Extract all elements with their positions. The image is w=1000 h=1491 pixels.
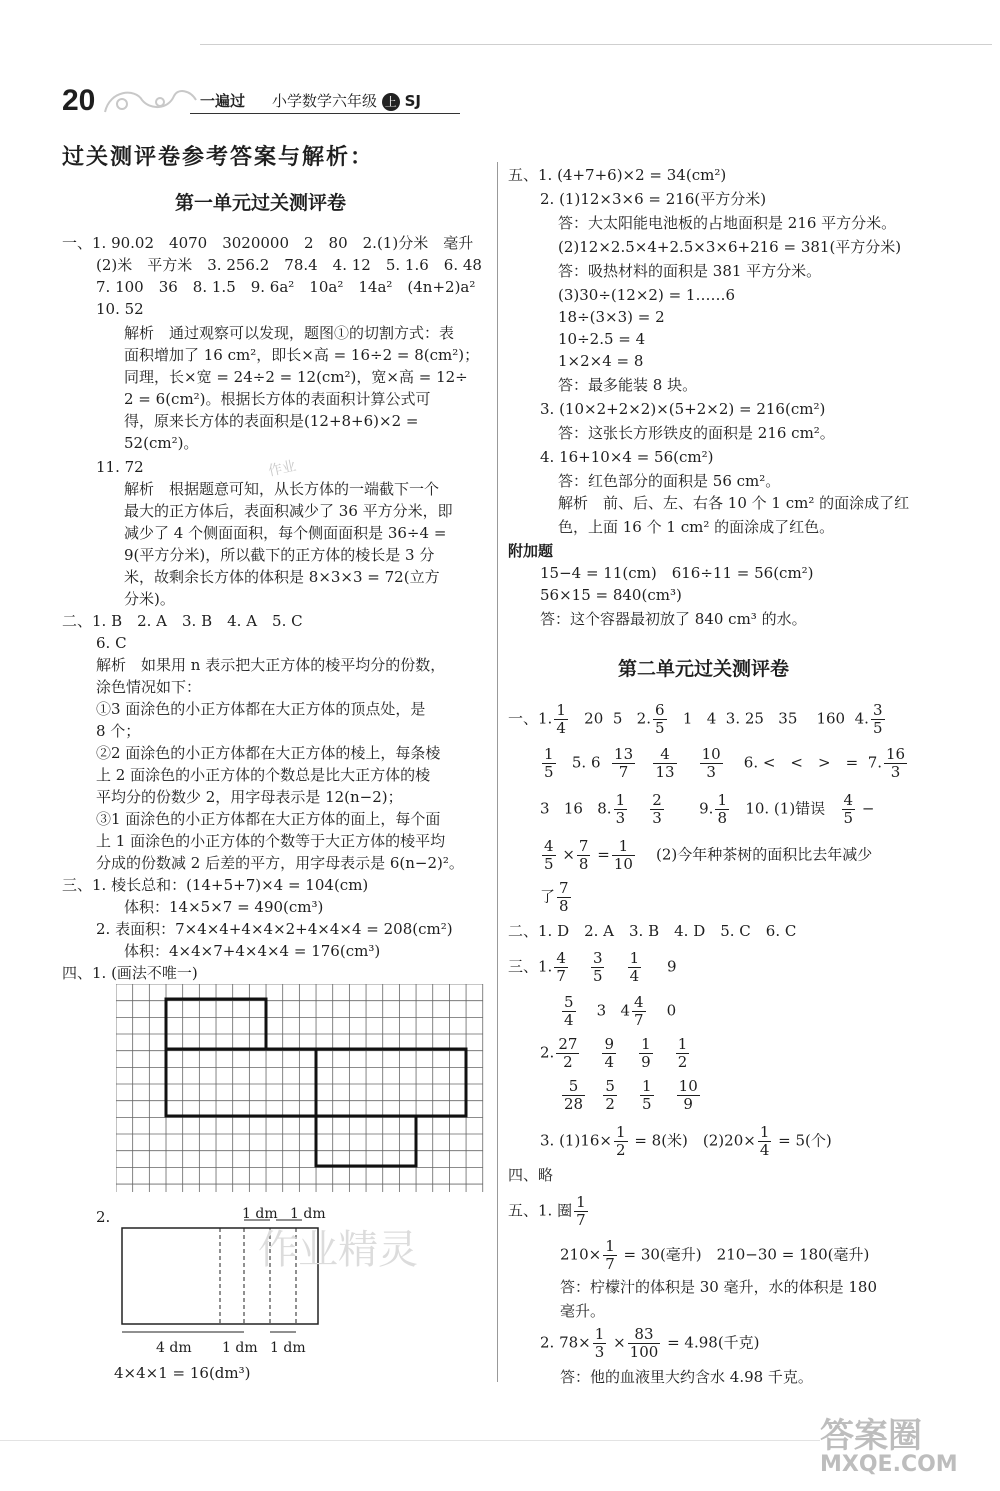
answer-line: 答：大太阳能电池板的占地面积是 216 平方分米。 [558, 214, 897, 232]
brand-name: 一遍过 [200, 92, 246, 110]
volume-badge: 上 [382, 93, 400, 111]
answer-line: 答：柠檬汁的体积是 30 毫升，水的体积是 180 [560, 1278, 878, 1296]
fraction: $\frac{1}{4}$ [629, 949, 640, 985]
dim-label: 1 dm [270, 1340, 306, 1356]
fraction-row: 了 $\frac{7}{8}$ [540, 879, 569, 915]
fraction: $\frac{2}{3}$ [652, 791, 662, 827]
fraction: $\frac{1}{4}$ [556, 701, 566, 737]
answer-line: 平均分的份数少 2，用字母表示是 12(n−2)； [96, 788, 403, 806]
answer-line: 得，原来长方体的表面积是(12+8+6)×2 = [124, 412, 419, 430]
fraction: $\frac{3}{5}$ [592, 949, 603, 985]
fraction: $\frac{9}{4}$ [604, 1035, 615, 1071]
fraction: $\frac{5}{2}$ [605, 1077, 615, 1113]
page-number: 20 [62, 84, 96, 117]
answer-line: 上 2 面涂色的小正方体的个数总是比大正方体的棱 [96, 766, 431, 784]
answer-line: 4. 16+10×4 = 56(cm²) [540, 448, 714, 466]
fraction: $\frac{10}{3}$ [701, 745, 721, 781]
fraction-row: $\frac{1}{5}$ 5. 6 $\frac{13}{7}$ $\frac{4}{13}$ $\frac{10}{3}$ 6. < < > = 7. $\frac{16}{3}$ [544, 745, 906, 781]
watermark-url: MXQE.COM [820, 1452, 958, 1477]
fraction: $\frac{5}{28}$ [564, 1077, 584, 1113]
answer-line: 56×15 = 840(cm³) [540, 586, 682, 604]
fraction: $\frac{1}{5}$ [544, 745, 554, 781]
fraction-row: 2. $\frac{27}{2}$ $\frac{9}{4}$ $\frac{1}{9}$ $\frac{1}{2}$ [540, 1035, 688, 1071]
main-title: 过关测评卷参考答案与解析： [62, 145, 375, 170]
answer-line: 解析 前、后、左、右各 10 个 1 cm² 的面涂成了红 [558, 494, 910, 512]
fraction: $\frac{13}{7}$ [614, 745, 634, 781]
answer-line: 11. 72 [96, 458, 144, 476]
header-rule [190, 113, 460, 114]
dim-label: 1 dm [222, 1340, 258, 1356]
answer-line: 10. 52 [96, 300, 144, 318]
decorative-swirl-icon [100, 84, 200, 120]
answer-line: 上 1 面涂色的小正方体的个数等于大正方体的棱平均 [96, 832, 446, 850]
fraction-row: 五、1. 圈 $\frac{1}{7}$ [508, 1193, 586, 1229]
edition-label: SJ [404, 92, 421, 110]
answer-line: 四、1. (画法不唯一) [62, 964, 198, 982]
answer-line: 分米)。 [124, 590, 175, 608]
answer-line: 答：这个容器最初放了 840 cm³ 的水。 [540, 610, 807, 628]
answer-line: 2. (1)12×3×6 = 216(平方分米) [540, 190, 767, 208]
fraction-row: 3. (1)16× $\frac{1}{2}$ = 8(米) (2)20× $\frac{1}{4}$ = 5(个) [540, 1123, 832, 1159]
fraction: $\frac{4}{5}$ [544, 837, 554, 873]
answer-line: 解析 如果用 n 表示把大正方体的棱平均分的份数， [96, 656, 446, 674]
answer-line: 2 = 6(cm²)。根据长方体的表面积计算公式可 [124, 390, 431, 408]
answer-line: 解析 通过观察可以发现，题图①的切割方式：表 [124, 324, 455, 342]
answer-line: 8 个； [96, 722, 141, 740]
fraction: $\frac{4}{7}$ [634, 993, 644, 1029]
answer-line: 毫升。 [560, 1302, 606, 1320]
answer-line: 体积：14×5×7 = 490(cm³) [124, 898, 324, 916]
answer-line: 答：红色部分的面积是 56 cm²。 [558, 472, 781, 490]
fraction-row: $\frac{5}{4}$ 3 4 $\frac{4}{7}$ 0 [564, 993, 677, 1029]
fraction: $\frac{1}{4}$ [759, 1123, 770, 1159]
answer-line: 15−4 = 11(cm) 616÷11 = 56(cm²) [540, 564, 814, 582]
fraction: $\frac{6}{5}$ [654, 701, 665, 737]
fraction: $\frac{1}{2}$ [615, 1123, 626, 1159]
answer-line: 五、1. (4+7+6)×2 = 34(cm²) [508, 166, 727, 184]
answer-line: 10÷2.5 = 4 [558, 330, 646, 348]
answer-line: (2)12×2.5×4+2.5×3×6+216 = 381(平方分米) [558, 238, 902, 256]
fraction: $\frac{1}{7}$ [576, 1193, 586, 1229]
fraction: $\frac{1}{9}$ [641, 1035, 651, 1071]
fraction: $\frac{7}{8}$ [559, 879, 569, 915]
answer-line: 最大的正方体后，表面积减少了 36 平方分米，即 [124, 502, 453, 520]
book-title [272, 90, 421, 111]
answer-line: 答：这张长方形铁皮的面积是 216 cm²。 [558, 424, 835, 442]
volume-formula: 4×4×1 = 16(dm³) [114, 1364, 251, 1382]
answer-line: 涂色情况如下： [96, 678, 202, 696]
unit1-title: 第一单元过关测评卷 [175, 192, 347, 214]
answer-line: 答：最多能装 8 块。 [558, 376, 698, 394]
fraction: $\frac{1}{3}$ [594, 1325, 605, 1361]
fraction: $\frac{16}{3}$ [886, 745, 906, 781]
answer-line: 6. C [96, 634, 127, 652]
answer-line: 18÷(3×3) = 2 [558, 308, 665, 326]
dim-label: 1 dm [290, 1206, 326, 1222]
fraction: $\frac{4}{13}$ [655, 745, 675, 781]
fraction-row: 2. 78× $\frac{1}{3}$ × $\frac{83}{100}$ = 4.98(千克) [540, 1325, 760, 1361]
watermark-corner: 答案圈 [820, 1416, 922, 1456]
dim-label: 4 dm [156, 1340, 192, 1356]
unit2-title: 第二单元过关测评卷 [618, 658, 790, 680]
answer-line: 三、1. 棱长总和：(14+5+7)×4 = 104(cm) [62, 876, 369, 894]
answer-line: 面积增加了 16 cm²，即长×高 = 16÷2 = 8(cm²)； [124, 346, 480, 364]
fraction-row [560, 1078, 702, 1113]
fraction: $\frac{1}{3}$ [615, 791, 626, 827]
watermark-stamp: 作业 [266, 458, 298, 480]
answer-line: 7. 100 36 8. 1.5 9. 6a² 10a² 14a² (4n+2)a² [96, 278, 476, 296]
answer-line: 米，故剩余长方体的体积是 8×3×3 = 72(立方 [124, 568, 440, 586]
fraction: $\frac{3}{5}$ [872, 701, 883, 737]
answer-line: 52(cm²)。 [124, 434, 199, 452]
book-title-text: 小学数学六年级 [272, 92, 378, 110]
fraction: $\frac{83}{100}$ [629, 1325, 659, 1361]
fraction-row: 三、1. $\frac{4}{7}$ $\frac{3}{5}$ $\frac{1}{4}$ 9 [508, 949, 677, 985]
answer-line: 答：他的血液里大约含水 4.98 千克。 [560, 1368, 813, 1386]
answer-line: ③1 面涂色的小正方体都在大正方体的面上，每个面 [96, 810, 441, 828]
answer-line: ②2 面涂色的小正方体都在大正方体的棱上，每条棱 [96, 744, 441, 762]
answer-line: 二、1. B 2. A 3. B 4. A 5. C [62, 612, 303, 630]
answer-line: 2. 表面积：7×4×4+4×4×2+4×4×4 = 208(cm²) [96, 920, 453, 938]
answer-line: 减少了 4 个侧面面积，每个侧面面积是 36÷4 = [124, 524, 447, 542]
dim-label: 1 dm [242, 1206, 278, 1222]
fraction-row: $\frac{4}{5}$ × $\frac{7}{8}$ = $\frac{1}{10}$ (2)今年种茶树的面积比去年减少 [544, 837, 873, 873]
fraction: $\frac{4}{5}$ [843, 791, 854, 827]
fraction: $\frac{10}{9}$ [678, 1077, 698, 1113]
answer-line: 解析 根据题意可知，从长方体的一端截下一个 [124, 480, 440, 498]
fraction: $\frac{27}{2}$ [558, 1035, 578, 1071]
answer-line: 答：吸热材料的面积是 381 平方分米。 [558, 262, 822, 280]
answer-line: 3. (10×2+2×2)×(5+2×2) = 216(cm²) [540, 400, 826, 418]
fraction: $\frac{1}{5}$ [642, 1077, 652, 1113]
answer-line: 四、略 [508, 1166, 554, 1184]
fraction-row: 3 16 8. $\frac{1}{3}$ $\frac{2}{3}$ 9. $\frac{1}{8}$ 10. (1)错误 $\frac{4}{5}$ − [540, 791, 875, 827]
fraction: $\frac{1}{10}$ [613, 837, 633, 873]
answer-line: 体积：4×4×7+4×4×4 = 176(cm³) [124, 942, 381, 960]
answer-line: ①3 面涂色的小正方体都在大正方体的顶点处，是 [96, 700, 426, 718]
fraction: $\frac{1}{8}$ [717, 791, 727, 827]
fraction: $\frac{4}{7}$ [556, 949, 566, 985]
answer-line: 一、1. 90.02 4070 3020000 2 80 2.(1)分米 毫升 [62, 234, 474, 252]
answer-line: 分成的份数减 2 后差的平方，用字母表示是 6(n−2)²。 [96, 854, 464, 872]
fraction: $\frac{1}{2}$ [677, 1035, 688, 1071]
fraction-row: 210× $\frac{1}{7}$ = 30(毫升) 210−30 = 180(毫升) [560, 1237, 870, 1273]
fraction: $\frac{5}{4}$ [564, 993, 574, 1029]
column-divider [497, 162, 498, 1382]
answer-line: (3)30÷(12×2) = 1……6 [558, 286, 735, 304]
watermark-center: 作业精灵 [258, 1227, 418, 1273]
answer-line: 色，上面 16 个 1 cm² 的面涂成了红色。 [558, 518, 835, 536]
q4-2-label: 2. [96, 1208, 111, 1226]
fraction: $\frac{1}{7}$ [605, 1237, 615, 1273]
brand-logo [200, 90, 245, 111]
answer-line: 9(平方分米)，所以截下的正方体的棱长是 3 分 [124, 546, 435, 564]
answer-line: 1×2×4 = 8 [558, 352, 644, 370]
answer-line: 同理，长×宽 = 24÷2 = 12(cm²)，宽×高 = 12÷ [124, 368, 468, 386]
bottom-rule [0, 1440, 820, 1441]
fraction-row: 一、1. $\frac{1}{4}$ 20 5 2. $\frac{6}{5}$ 1 4 3. 25 35 160 4. $\frac{3}{5}$ [508, 701, 883, 737]
top-rule [200, 44, 992, 45]
net-grid-drawing [116, 984, 486, 1196]
fraction: $\frac{7}{8}$ [578, 837, 589, 873]
bonus-heading: 附加题 [508, 542, 554, 560]
answer-line: 二、1. D 2. A 3. B 4. D 5. C 6. C [508, 922, 797, 940]
answer-line: (2)米 平方米 3. 256.2 78.4 4. 12 5. 1.6 6. 48 [96, 256, 482, 274]
